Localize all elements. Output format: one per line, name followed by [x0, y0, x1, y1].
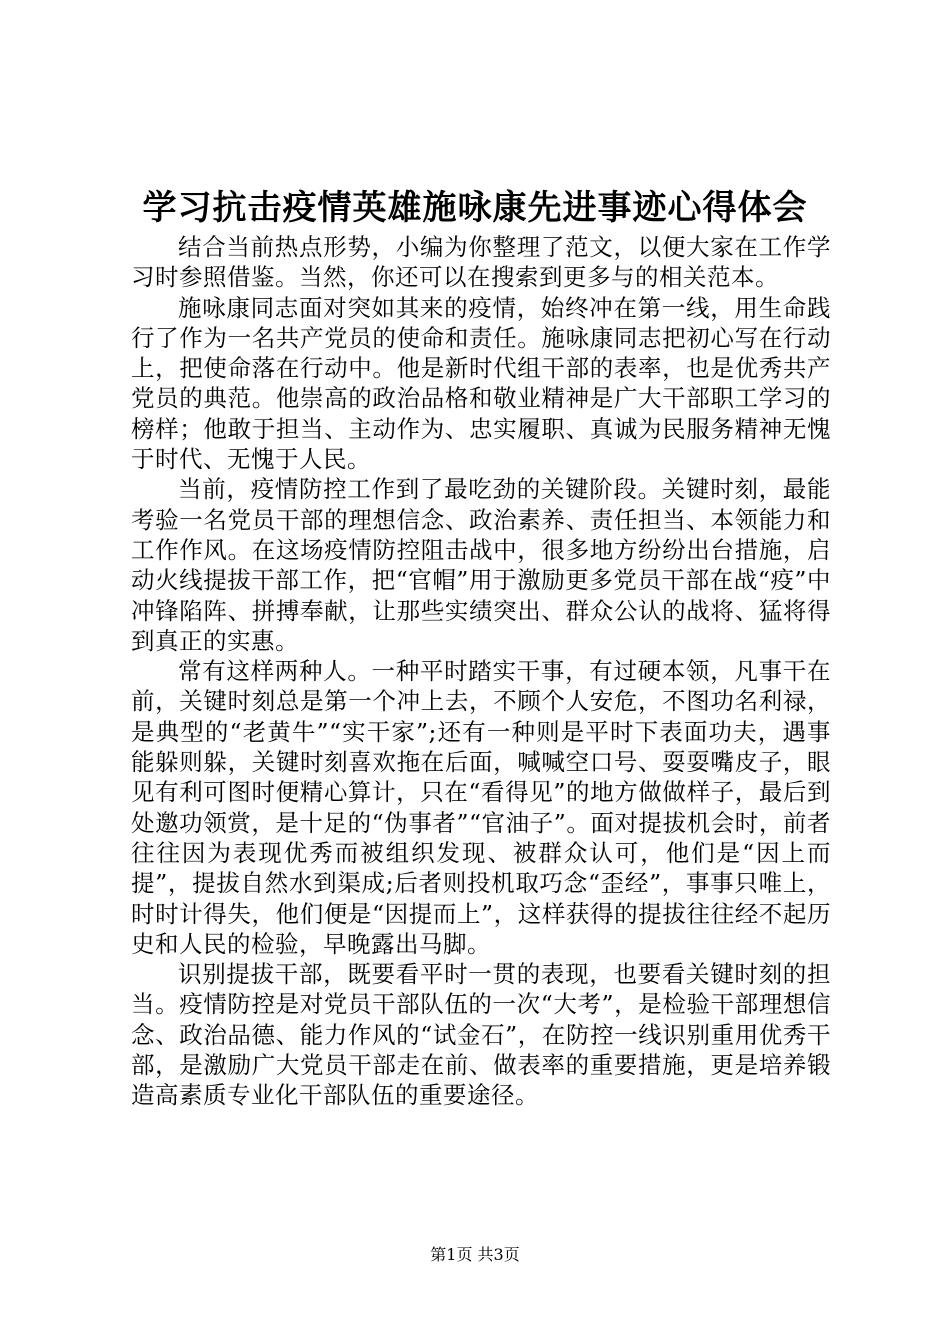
paragraph-1: 结合当前热点形势，小编为你整理了范文，以便大家在工作学习时参照借鉴。当然，你还可以在搜索到更多与的相关范本。: [131, 233, 831, 292]
paragraph-2: 施咏康同志面对突如其来的疫情，始终冲在第一线，用生命践行了作为一名共产党员的使命和责任。施咏康同志把初心写在行动上，把使命落在行动中。他是新时代组干部的表率，也是优秀共产党员的典范。他崇高的政治品格和敬业精神是广大干部职工学习的榜样；他敢于担当、主动作为、忠实履职、真诚为民服务精神无愧于时代、无愧于人民。: [131, 293, 831, 474]
paragraph-3: 当前，疫情防控工作到了最吃劲的关键阶段。关键时刻，最能考验一名党员干部的理想信念、政治素养、责任担当、本领能力和工作作风。在这场疫情防控阻击战中，很多地方纷纷出台措施，启动火线提拔干部工作，把“官帽”用于激励更多党员干部在战“疫”中冲锋陷阵、拼搏奉献，让那些实绩突出、群众公认的战将、猛将得到真正的实惠。: [131, 475, 831, 655]
page-number-footer: 第1页 共3页: [430, 1245, 520, 1264]
document-title: 学习抗击疫情英雄施咏康先进事迹心得体会: [142, 188, 808, 228]
paragraph-5: 识别提拔干部，既要看平时一贯的表现，也要看关键时刻的担当。疫情防控是对党员干部队伍的一次“大考”，是检验干部理想信念、政治品德、能力作风的“试金石”，在防控一线识别重用优秀干部，是激励广大党员干部走在前、做表率的重要措施，更是培养锻造高素质专业化干部队伍的重要途径。: [131, 960, 831, 1110]
paragraph-4: 常有这样两种人。一种平时踏实干事，有过硬本领，凡事干在前，关键时刻总是第一个冲上去，不顾个人安危，不图功名利禄，是典型的“老黄牛”“实干家”;还有一种则是平时下表面功夫，遇事能躲则躲，关键时刻喜欢拖在后面，喊喊空口号、耍耍嘴皮子，眼见有利可图时便精心算计，只在“看得见”的地方做做样子，最后到处邀功领赏，是十足的“伪事者”“官油子”。面对提拔机会时，前者往往因为表现优秀而被组织发现、被群众认可，他们是“因上而提”，提拔自然水到渠成;后者则投机取巧念“歪经”，事事只唯上，时时计得失，他们便是“因提而上”，这样获得的提拔往往经不起历史和人民的检验，早晚露出马脚。: [131, 657, 831, 958]
document-body: [131, 232, 831, 1111]
